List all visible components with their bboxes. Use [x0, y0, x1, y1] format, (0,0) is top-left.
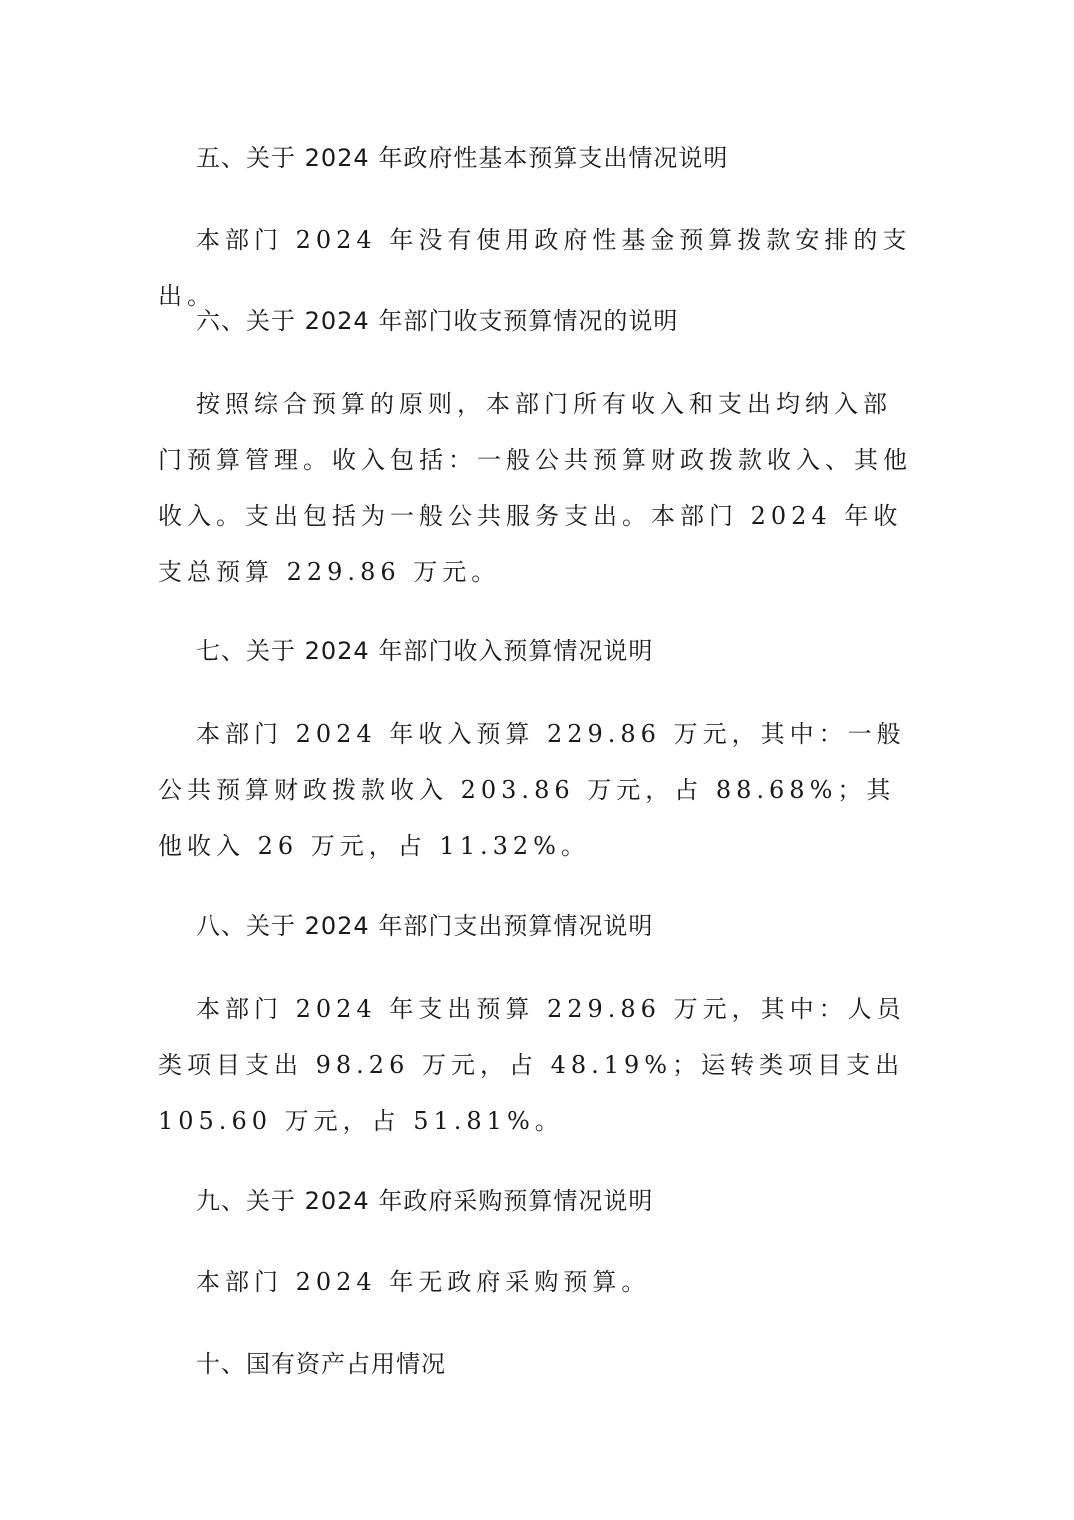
- section-6-body: 按照综合预算的原则，本部门所有收入和支出均纳入部门预算管理。收入包括：一般公共预算财政拨款收入、其他收入。支出包括为一般公共服务支出。本部门 2024 年收支总预算 229.86 万元。: [158, 390, 912, 586]
- section-8-body: 本部门 2024 年支出预算 229.86 万元，其中：人员类项目支出 98.26 万元，占 48.19%；运转类项目支出 105.60 万元，占 51.81%。: [158, 995, 906, 1135]
- section-5-body: 本部门 2024 年没有使用政府性基金预算拨款安排的支出。: [158, 226, 912, 310]
- section-8-heading: 八、关于 2024 年部门支出预算情况说明: [196, 912, 654, 940]
- section-7-heading: 七、关于 2024 年部门收入预算情况说明: [196, 637, 654, 665]
- section-10-heading: 十、国有资产占用情况: [196, 1350, 446, 1378]
- section-5-heading: 五、关于 2024 年政府性基本预算支出情况说明: [196, 144, 729, 172]
- section-9-heading: 九、关于 2024 年政府采购预算情况说明: [196, 1187, 654, 1215]
- section-7-body: 本部门 2024 年收入预算 229.86 万元，其中：一般公共预算财政拨款收入 203.86 万元，占 88.68%；其他收入 26 万元，占 11.32%。: [158, 720, 906, 860]
- section-6-heading: 六、关于 2024 年部门收支预算情况的说明: [196, 307, 679, 335]
- section-9-body: 本部门 2024 年无政府采购预算。: [196, 1268, 651, 1296]
